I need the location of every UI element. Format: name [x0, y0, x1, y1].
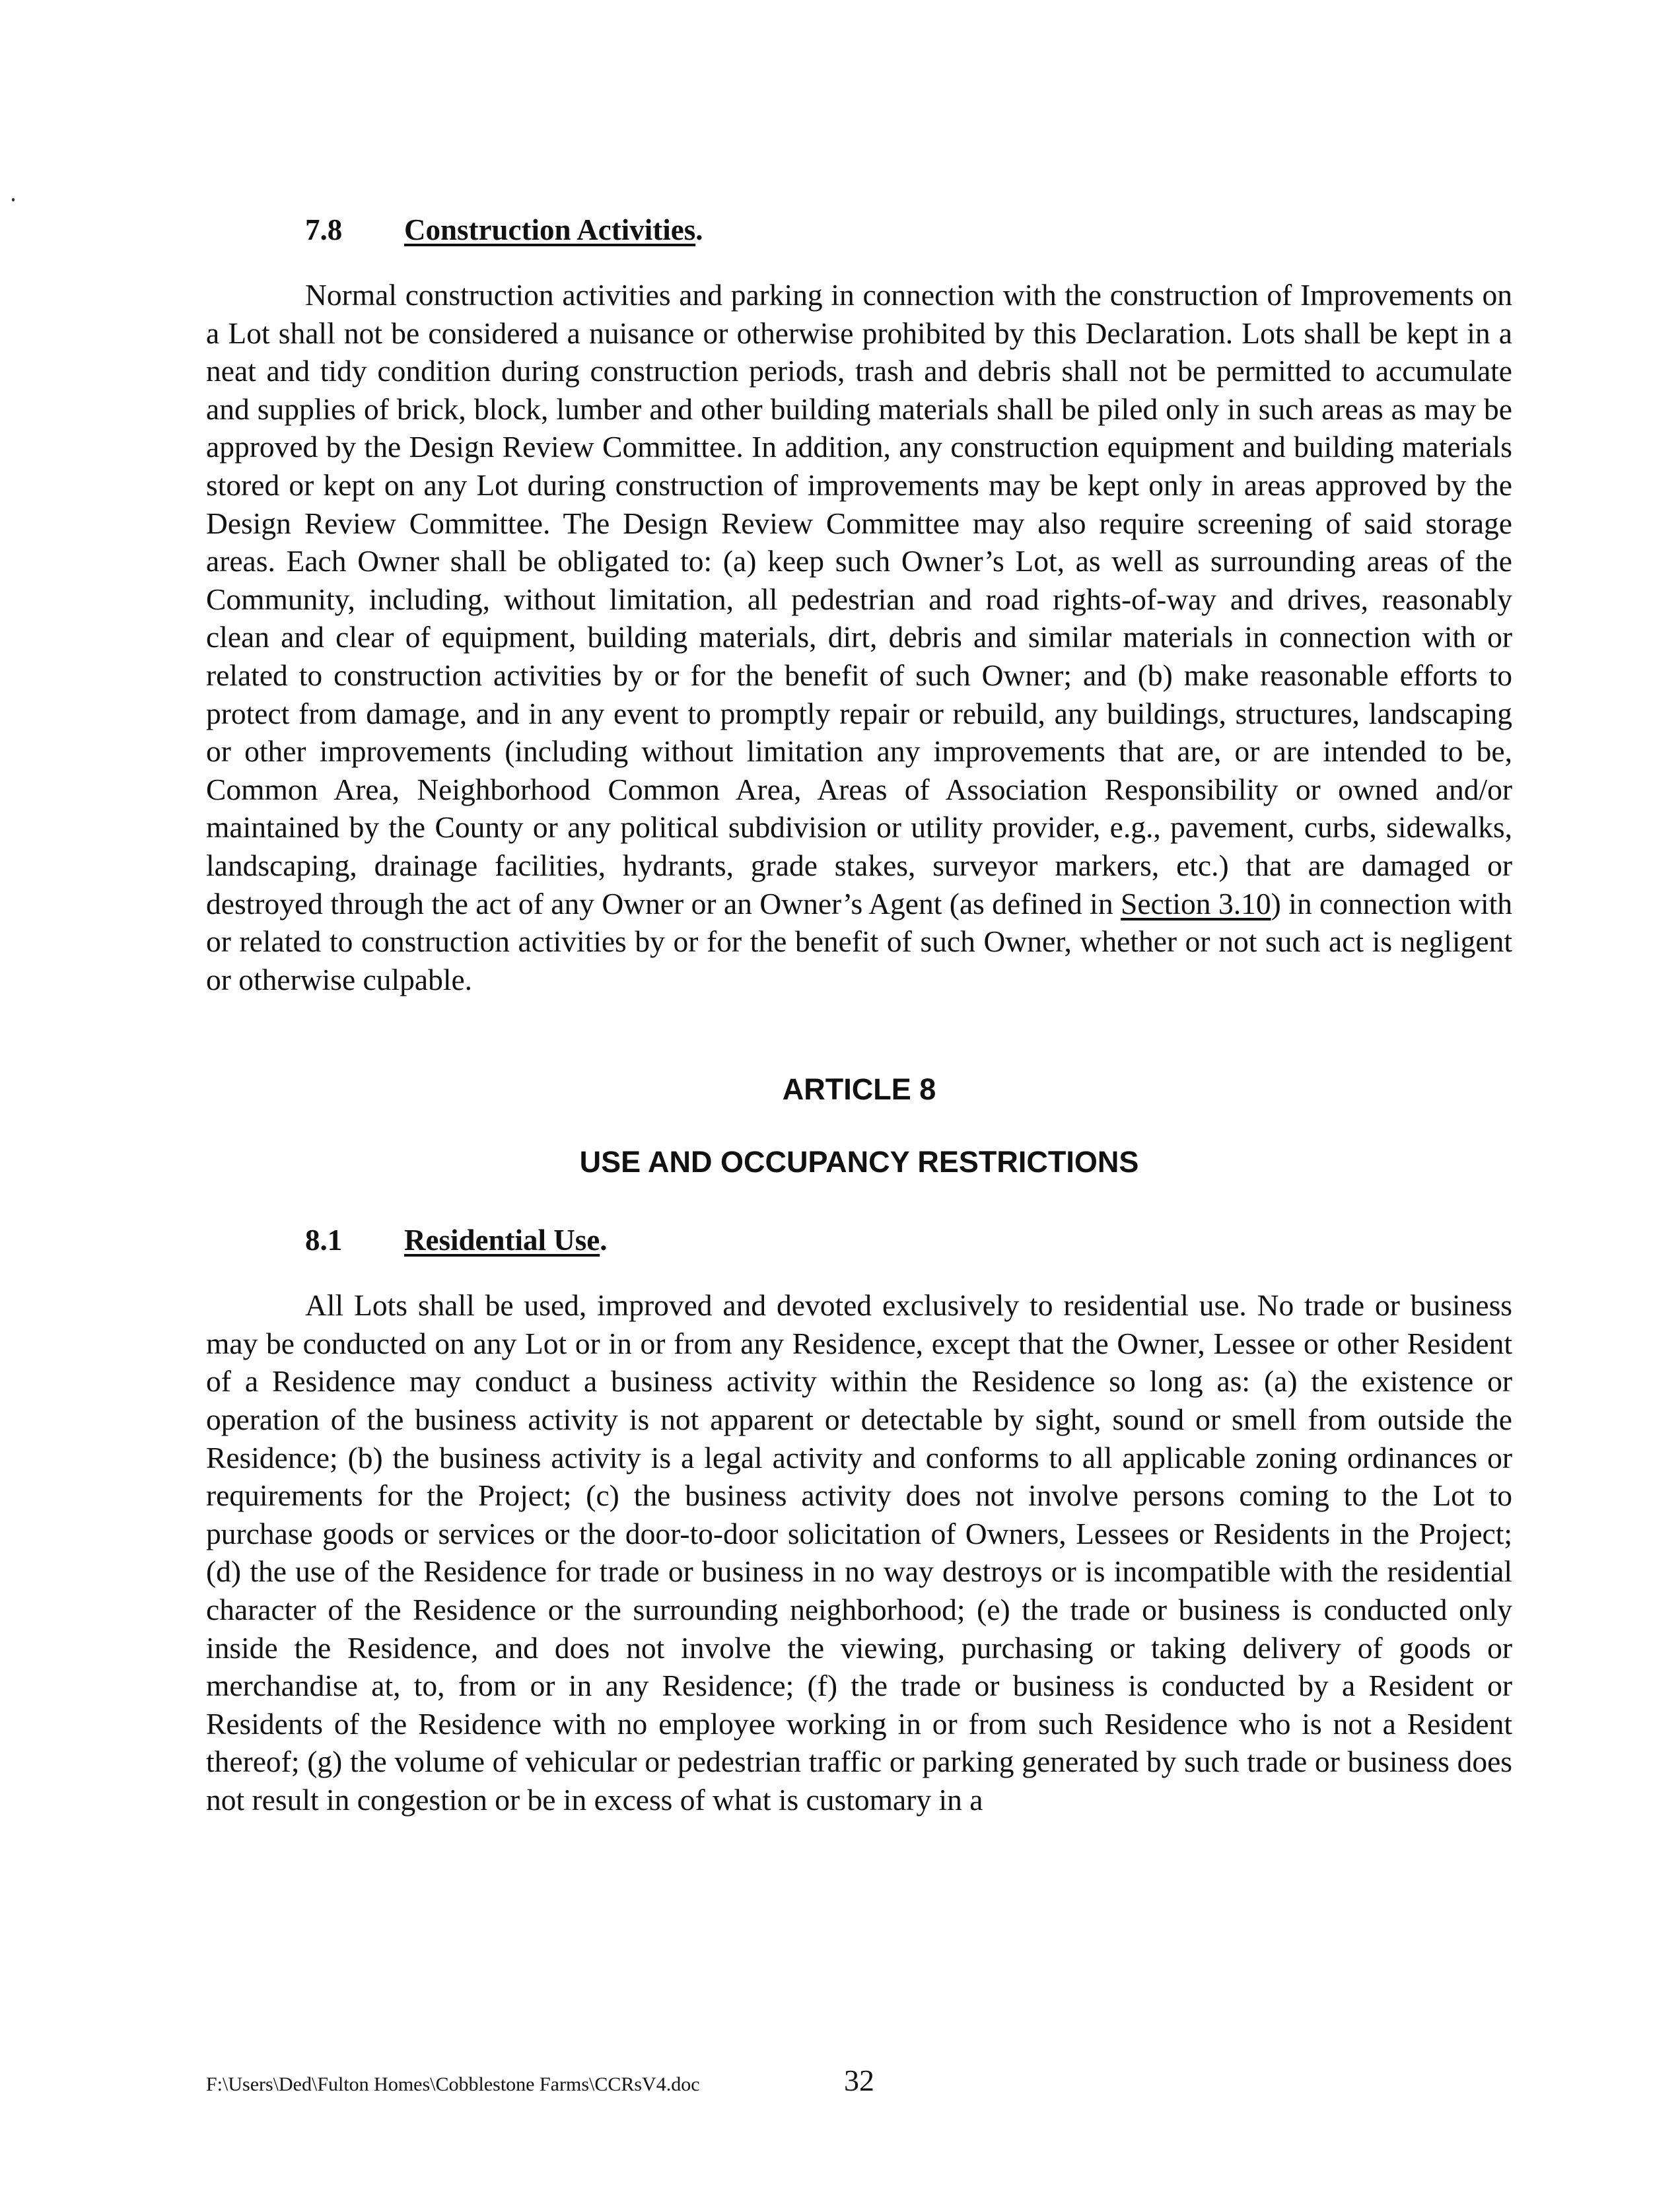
section-number: 8.1	[305, 1224, 343, 1257]
section-8-1-heading	[305, 1220, 1512, 1260]
section-title-punct: .	[600, 1224, 608, 1257]
article-heading	[206, 1070, 1512, 1182]
footer-file-path: F:\Users\Ded\Fulton Homes\Cobblestone Farms\CCRsV4.doc	[206, 2073, 700, 2095]
section-8-1-body: All Lots shall be used, improved and devoted exclusively to residential use. No trade or business may be conducted on any Lot or in or from any Residence, except that the Owner, Lessee or other Resident of a Residence may conduct a business activity within the Residence so long as: (a) the existence or operation of the business activity is not apparent or detectable by sight, sound or smell from outside the Residence; (b) the business activity is a legal activity and conforms to all applicable zoning ordinances or requirements for the Project; (c) the business activity does not involve persons coming to the Lot to purchase goods or services or the door-to-door solicitation of Owners, Lessees or Residents in the Project; (d) the use of the Residence for trade or business in no way destroys or is incompatible with the residential character of the Residence or the surrounding neighborhood; (e) the trade or business is conducted only inside the Residence, and does not involve the viewing, purchasing or taking delivery of goods or merchandise at, to, from or in any Residence; (f) the trade or business is conducted by a Resident or Residents of the Residence with no employee working in or from such Residence who is not a Resident thereof; (g) the volume of vehicular or pedestrian traffic or parking generated by such trade or business does not result in congestion or be in excess of what is customary in a	[206, 1288, 1512, 1817]
body-text-continued: ) in connection with or related to construction activities by or for the benefit of such Owner, whether or not such act is negligent or otherwise culpable.	[206, 886, 1512, 996]
section-reference-link: Section 3.10	[1121, 886, 1271, 920]
scan-speck	[12, 198, 15, 201]
section-7-8-heading	[305, 210, 1512, 250]
page-content	[206, 210, 1512, 1819]
section-7-8-body	[206, 276, 1512, 998]
section-title: Construction Activities	[404, 213, 696, 246]
section-number: 7.8	[305, 213, 343, 246]
section-title-punct: .	[695, 213, 703, 246]
article-label: ARTICLE 8	[782, 1072, 936, 1107]
body-text: Normal construction activities and parking in connection with the construction of Improvements on a Lot shall not be considered a nuisance or otherwise prohibited by this Declaration. Lots shall be kept in a neat and tidy condition during construction periods, trash and debris shall not be permitted to accumulate and supplies of brick, block, lumber and other building materials shall be piled only in such areas as may be approved by the Design Review Committee. In addition, any construction equipment and building materials stored or kept on any Lot during construction of improvements may be kept only in areas approved by the Design Review Committee. The Design Review Committee may also require screening of said storage areas. Each Owner shall be obligated to: (a) keep such Owner’s Lot, as well as surrounding areas of the Community, including, without limitation, all pedestrian and road rights-of-way and drives, reasonably clean and clear of equipment, building materials, dirt, debris and similar materials in connection with or related to construction activities by or for the benefit of such Owner; and (b) make reasonable efforts to protect from damage, and in any event to promptly repair or rebuild, any buildings, structures, landscaping or other improvements (including without limitation any improvements that are, or are intended to be, Common Area, Neighborhood Common Area, Areas of Association Responsibility or owned and/or maintained by the County or any political subdivision or utility provider, e.g., pavement, curbs, sidewalks, landscaping, drainage facilities, hydrants, grade stakes, surveyor markers, etc.) that are damaged or destroyed through the act of any Owner or an Owner’s Agent (as defined in	[206, 278, 1512, 920]
article-title: USE AND OCCUPANCY RESTRICTIONS	[579, 1145, 1139, 1179]
page-number: 32	[844, 2064, 874, 2097]
section-title: Residential Use	[404, 1224, 600, 1257]
